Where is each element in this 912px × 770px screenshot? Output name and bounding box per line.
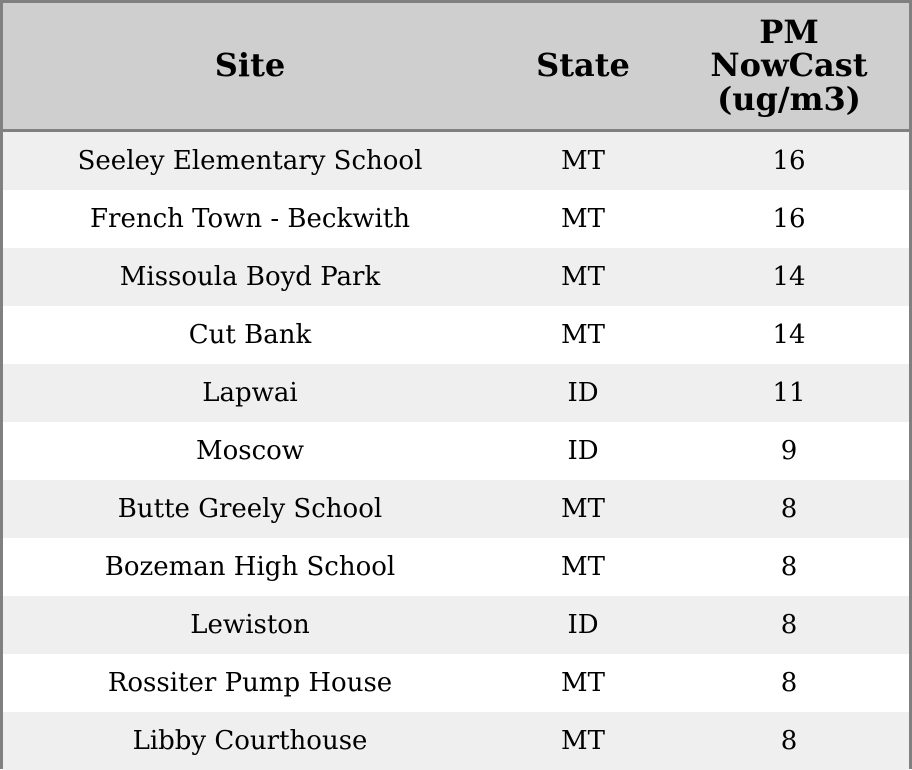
cell-site: Butte Greely School bbox=[117, 494, 383, 524]
cell-site: Cut Bank bbox=[188, 320, 312, 350]
table-header-row bbox=[3, 3, 909, 132]
table-body bbox=[3, 132, 909, 770]
table-row bbox=[3, 190, 909, 248]
cell-pm-nowcast: 9 bbox=[780, 436, 798, 466]
cell-site: Lewiston bbox=[190, 610, 310, 640]
cell-state: ID bbox=[567, 378, 599, 408]
table-row bbox=[3, 480, 909, 538]
cell-pm-nowcast: 16 bbox=[772, 146, 806, 176]
cell-pm-nowcast: 8 bbox=[780, 494, 798, 524]
table-row bbox=[3, 306, 909, 364]
cell-state: MT bbox=[561, 146, 605, 176]
column-header-pm-nowcast: PM NowCast (ug/m3) bbox=[710, 12, 868, 118]
cell-state: MT bbox=[561, 494, 605, 524]
cell-state: MT bbox=[561, 262, 605, 292]
cell-pm-nowcast: 8 bbox=[780, 668, 798, 698]
cell-pm-nowcast: 8 bbox=[780, 610, 798, 640]
cell-pm-nowcast: 16 bbox=[772, 204, 806, 234]
cell-state: MT bbox=[561, 726, 605, 756]
table-row bbox=[3, 132, 909, 190]
cell-site: Seeley Elementary School bbox=[77, 146, 423, 176]
table-row bbox=[3, 654, 909, 712]
cell-state: MT bbox=[561, 204, 605, 234]
cell-site: Missoula Boyd Park bbox=[119, 262, 381, 292]
table-row bbox=[3, 364, 909, 422]
table-row bbox=[3, 596, 909, 654]
cell-pm-nowcast: 8 bbox=[780, 552, 798, 582]
cell-pm-nowcast: 14 bbox=[772, 320, 806, 350]
cell-site: French Town - Beckwith bbox=[89, 204, 411, 234]
cell-site: Moscow bbox=[195, 436, 305, 466]
table-row bbox=[3, 538, 909, 596]
cell-state: MT bbox=[561, 552, 605, 582]
cell-site: Bozeman High School bbox=[104, 552, 396, 582]
cell-state: ID bbox=[567, 610, 599, 640]
cell-pm-nowcast: 8 bbox=[780, 726, 798, 756]
column-header-state: State bbox=[536, 46, 630, 85]
cell-state: ID bbox=[567, 436, 599, 466]
cell-site: Libby Courthouse bbox=[132, 726, 368, 756]
cell-pm-nowcast: 14 bbox=[772, 262, 806, 292]
cell-state: MT bbox=[561, 668, 605, 698]
table-row bbox=[3, 712, 909, 770]
table-row bbox=[3, 422, 909, 480]
cell-site: Rossiter Pump House bbox=[107, 668, 393, 698]
table-row bbox=[3, 248, 909, 306]
column-header-site: Site bbox=[214, 46, 286, 85]
cell-state: MT bbox=[561, 320, 605, 350]
cell-site: Lapwai bbox=[202, 378, 298, 408]
cell-pm-nowcast: 11 bbox=[772, 378, 806, 408]
